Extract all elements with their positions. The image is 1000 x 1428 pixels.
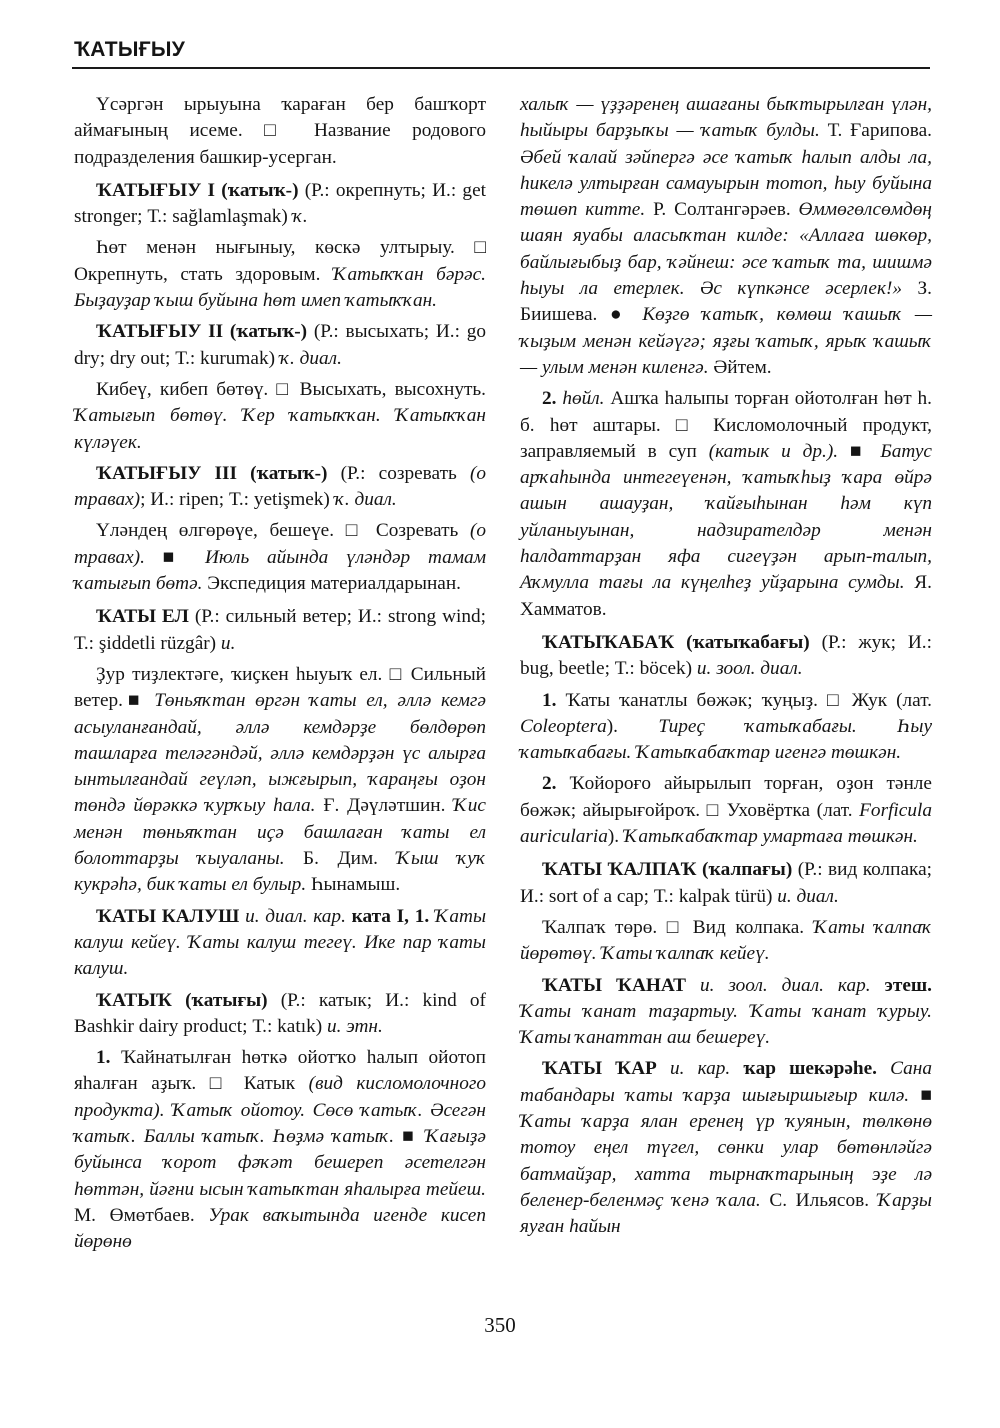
entry-paragraph: 2. Ҡойороғо айырылып торған, оҙон тәнле бөжәк; айырығойроҡ. □ Уховёртка (лат. Forficula auricularia). Ҡатыҡабаҡтар умартаға төшкән. bbox=[520, 773, 932, 848]
entry-paragraph: Һөт менән нығыныу, көскә ултырыу. □ Окрепнуть, стать здоровым. Ҡатыҡҡан бәрәс. Быҙауҙар ҡыш буйына һөт имеп ҡатыҡҡан. bbox=[74, 237, 486, 312]
entry-paragraph: Ҡалпаҡ төрө. □ Вид колпака. Ҡаты ҡалпаҡ йөрөтөү. Ҡаты ҡалпаҡ кейеү. bbox=[520, 916, 932, 965]
entry-paragraph: ҠАТЫ ҠАНАТ и. зоол. диал. кар. этеш. Ҡаты ҡанат таҙартыу. Ҡаты ҡанат ҡурыу. Ҡаты ҡанаттан аш бешереү. bbox=[520, 974, 932, 1049]
entry-paragraph: ҠАТЫҒЫУ I (ҡатыҡ-) (Р.: окрепнуть; И.: get stronger; Т.: sağlamlaşmak) ҡ. bbox=[74, 179, 486, 228]
left-column bbox=[74, 92, 486, 1255]
entry-paragraph: Үләндең өлгөрөүе, бешеүе. □ Созревать (о травах). ■ Июль айында үләндәр тамам ҡатығып бөтә. Экспедиция материалдарынан. bbox=[74, 520, 486, 595]
entry-paragraph: халыҡ — үҙҙәренең ашағаны быҡтырылған үлән, һыйыры барҙыҡы — ҡатыҡ булды. Т. Ғарипова. Әбей ҡалай зәйпергә әсе ҡатыҡ һалып алды ла, һикелә ултырған самауырын тотоп, һыу буйына төшөп китте. Р. Солтангәрәев. Өммөгөлсөмдөң шаян яуабы аласыҡтан килде: «Аллаға шөкөр, байлығыбыҙ бар, ҡәйнеш: әсе ҡатыҡ та, шишмә һыуы ла етерлек. Әс күпкәнсе әсерлек!» З. Биишева. ● Көҙгө ҡатыҡ, көмөш ҡашыҡ — ҡыҙым менән кейәүгә; яҙғы ҡатыҡ, ярыҡ ҡашыҡ — улым менән киленгә. Әйтем. bbox=[520, 94, 932, 378]
entry-paragraph: ҠАТЫ ЕЛ (Р.: сильный ветер; И.: strong wind; Т.: şiddetli rüzgâr) и. bbox=[74, 606, 486, 654]
entry-paragraph: 1. Ҡайнатылған һөткә ойотҡо һалып ойотоп яһалған аҙыҡ. □ Катык (вид кисломолочного продукта). Ҡатыҡ ойотоу. Сөсө ҡатыҡ. Әсегән ҡатыҡ. Баллы ҡатыҡ. Һөҙмә ҡатыҡ. ■ Ҡағыҙә буйынса ҡорот фәҡәт бешереп әсетелгән һөттән, йәғни ысын ҡатыҡтан яһалырға тейеш. М. Өмөтбаев. Урак ваҡытында игенде кисеп йөрөнө bbox=[74, 1047, 486, 1253]
entry-paragraph: ҠАТЫҠАБАҠ (ҡатыҡабағы) (Р.: жук; И.: bug, beetle; Т.: böcek) и. зоол. диал. bbox=[520, 631, 932, 680]
entry-paragraph: ҠАТЫҒЫУ II (ҡатыҡ-) (Р.: высыхать; И.: go dry; dry out; Т.: kurumak) ҡ. диал. bbox=[74, 321, 486, 369]
entry-paragraph: 1. Ҡаты ҡанатлы бөжәк; ҡуңыҙ. □ Жук (лат. Coleoptera). Тиреҫ ҡатыҡабағы. Һыу ҡатыҡабағы. Ҡатыҡабаҡтар игенгә төшкән. bbox=[520, 689, 932, 764]
entry-paragraph: ҠАТЫ ҠАЛПАҠ (ҡалпағы) (Р.: вид колпака; И.: sort of a cap; Т.: kalpak türü) и. диал. bbox=[520, 859, 932, 907]
right-column bbox=[520, 92, 932, 1240]
entry-paragraph: 2. һөйл. Ашҡа һалыпы торған ойотолған һөт һ. б. һөт аштары. □ Кисломолочный продукт, заправляемый в суп (катык и др.). ■ Батус арҡаһында интегеүенән, ҡатыҡһыҙ ҡара өйрә ашын ашауҙан, ҡайғыһынан һәм күп уйланыуынан, надзирателдәр менән һалдаттарҙан яфа сигеүҙән арып-талып, Аҡмулла тағы ла күңелһеҙ уйҙарына сумды. Я. Хамматов. bbox=[520, 388, 932, 620]
header-rule bbox=[72, 67, 930, 69]
entry-paragraph: ҠАТЫҒЫУ III (ҡатыҡ-) (Р.: созревать (о травах); И.: ripen; Т.: yetişmek) ҡ. диал. bbox=[74, 462, 487, 511]
running-head: ҠАТЫҒЫУ bbox=[74, 38, 186, 61]
entry-paragraph: ҠАТЫ ҠАР и. кар. ҡар шекәрәһе. Сана табандары ҡаты ҡарҙа шығыршығыр килә. ■ Ҡаты ҡарҙа ялан еренең үр ҡуянын, төлкөнө тотоу еңел түгел, сөнки улар бөтөнләйгә батмайҙар, хатта тырнаҡтарының эҙе лә беленер-беленмәҫ ҡенә ҡала. С. Ильясов. Ҡарҙы яуған һайын bbox=[520, 1058, 932, 1238]
entry-paragraph: Ҙур тиҙлектәге, ҡиҫкен һыуыҡ ел. □ Сильный ветер.■ Төньяҡтан өргән ҡаты ел, әллә кемгә асыуланғандай, әллә кемдәрҙе бөлдөрөп ташларға теләгәндәй, әллә кемдәрҙән үс алырға ынтылғандай геүләп, ыжғырып, ҡараңғы оҙон төндә йөрәккә ҡурҡыу һала. Ғ. Дәүләтшин. Ҡис менән төньяҡтан иҫә башлаған ҡаты ел болоттарҙы ҡыуаланы. Б. Дим. Ҡыш ҡуҡ кукрәһә, бик ҡаты ел булыр. Һынамыш. bbox=[74, 663, 486, 896]
entry-paragraph: Үсәргән ырыуына ҡараған бер башҡорт аймағының исеме. □ Название родового подразделения башкир-усерган. bbox=[74, 94, 486, 168]
page-number: 350 bbox=[484, 1313, 516, 1337]
entry-paragraph: ҠАТЫҠ (ҡатығы) (Р.: катык; И.: kind of Bashkir dairy product; Т.: katık) и. этн. bbox=[74, 989, 486, 1037]
entry-paragraph: ҠАТЫ КАЛУШ и. диал. кар. ката I, 1. Ҡаты калуш кейеү. Ҡаты калуш тегеү. Ике пар ҡаты калуш. bbox=[74, 905, 486, 980]
entry-paragraph: Кибеү, кибеп бөтөү. □ Высыхать, высохнуть. Ҡатығып бөтөү. Ҡер ҡатыҡҡан. Ҡатыҡҡан күләүек. bbox=[74, 378, 486, 453]
